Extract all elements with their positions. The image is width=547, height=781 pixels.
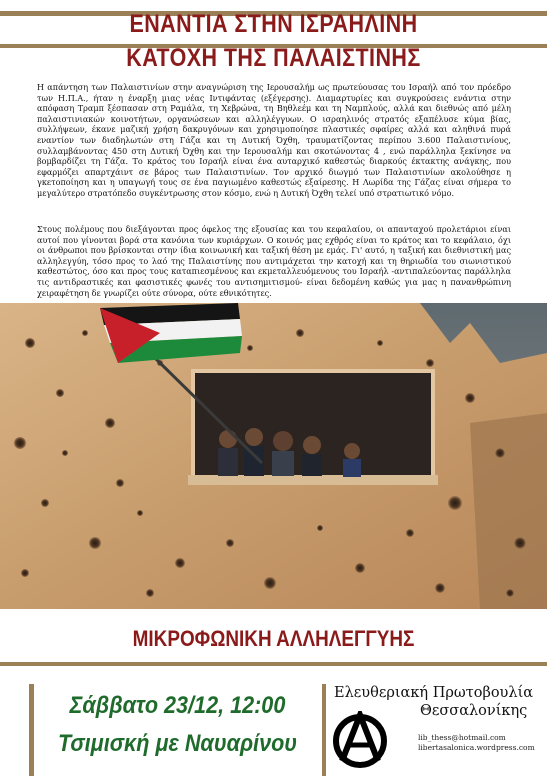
contact-email-link[interactable]: lib_thess@hotmail.com (418, 733, 506, 742)
event-date-time: Σάββατο 23/12, 12:00 (69, 692, 286, 719)
section-rule (0, 662, 547, 666)
contact-website-link[interactable]: libertasalonica.wordpress.com (418, 743, 535, 752)
page-title-line-2: ΚΑΤΟΧΗ ΤΗΣ ΠΑΛΑΙΣΤΙΝΗΣ (126, 44, 421, 72)
photo-wall-with-flag (0, 303, 547, 609)
body-paragraph-2: Στους πολέμους που διεξάγονται προς όφελος της εξουσίας και του κεφαλαίου, οι απανταχού προλετάριοι είναι αυτοί που γίνονται βορά στα κανόνια των κυριάρχων. Ο κοινός μας εχθρός είναι το κράτος και το κεφάλαιο, όχι οι άνθρωποι που βρίσκονται στην ίδια κοινωνική και ταξική θέση με εμάς. Γι' αυτό, η ταξική και διεθνιστική μας αλληλεγγύη, τόσο προς το λαό της Παλαιστίνης που αντιμάχεται την κατοχή και τη θηριωδία του σιωνιστικού καθεστώτος, όσο και προς τους καταπιεσμένους και εκμεταλλευόμενους του Ισραήλ -αντιπαλεύοντας παράλληλα τις αντιδραστικές και φασιστικές φωνές του αντισημιτισμού- είναι δεδομένη καθώς για μας η πανανθρώπινη χειραφέτηση δε γνωρίζει ούτε σύνορα, ούτε εθνικότητες. (37, 224, 511, 298)
event-info-box (29, 684, 321, 776)
contact-block (418, 733, 546, 753)
palestinian-flag (100, 303, 242, 363)
organizer-name-line-1: Ελευθεριακή Πρωτοβουλία (334, 685, 534, 701)
event-location: Τσιμισκή με Ναυαρίνου (57, 730, 298, 757)
vertical-divider (322, 684, 326, 776)
organizer-name-line-2: Θεσσαλονίκης (420, 703, 528, 719)
circle-a-anarchy-icon (330, 711, 390, 771)
event-headline: ΜΙΚΡΟΦΩΝΙΚΗ ΑΛΛΗΛΕΓΓΥΗΣ (132, 626, 415, 651)
body-paragraph-1: Η απάντηση των Παλαιστινίων στην αναγνώριση της Ιερουσαλήμ ως πρωτεύουσας του Ισραήλ από τον πρόεδρο των Η.Π.Α., ήταν η έναρξη μιας νέας Ιντιφάντας (εξέγερσης). Διαμαρτυρίες και συγκρούσεις ενάντια στην απόφαση Τραμπ ξέσπασαν στη Ραμάλα, τη Χεβρώνα, τη Βηθλεέμ και τη Ναμπλούς, αλλά και διεθνώς από μέλη παλαιστινιακών κοινοτήτων, οργανώσεων και αλληλέγγυων. Ο ισραηλινός στρατός εξαπέλυσε κύμα βίας, συλλήψεων, έκανε μαζική χρήση δακρυγόνων και χρησιμοποίησε πλαστικές σφαίρες αλλά και αληθινά πυρά εναντίον των διαδηλωτών στη Γάζα και τη Δυτική Όχθη, τραυματίζοντας περίπου 3.600 Παλαιστινίους, συλλαμβάνοντας 450 στη Δυτική Όχθη και την Ιερουσαλήμ και σκοτώνοντας 4 , ενώ παράλληλα ξεκίνησε να βομβαρδίζει τη Γάζα. Το κράτος του Ισραήλ είναι ένα αυταρχικό καθεστώς διαρκούς έκτακτης ανάγκης, που εφαρμόζει απαρτχάιντ σε βάρος των Παλαιστινίων. Τον αρχικό διωγμό των Παλαιστινίων ακολούθησε η γκετοποίηση και η υπαγωγή τους σε ένα παγιωμένο καθεστώς εξαίρεσης. Η Λωρίδα της Γάζας είναι σήμερα το μεγαλύτερο στρατόπεδο συγκέντρωσης στον κόσμο, ενώ η Δυτική Όχθη τελεί υπό στρατιωτικό νόμο. (37, 82, 511, 198)
page-title-line-1: ΕΝΑΝΤΙΑ ΣΤΗΝ ΙΣΡΑΗΛΙΝΗ (129, 10, 418, 38)
